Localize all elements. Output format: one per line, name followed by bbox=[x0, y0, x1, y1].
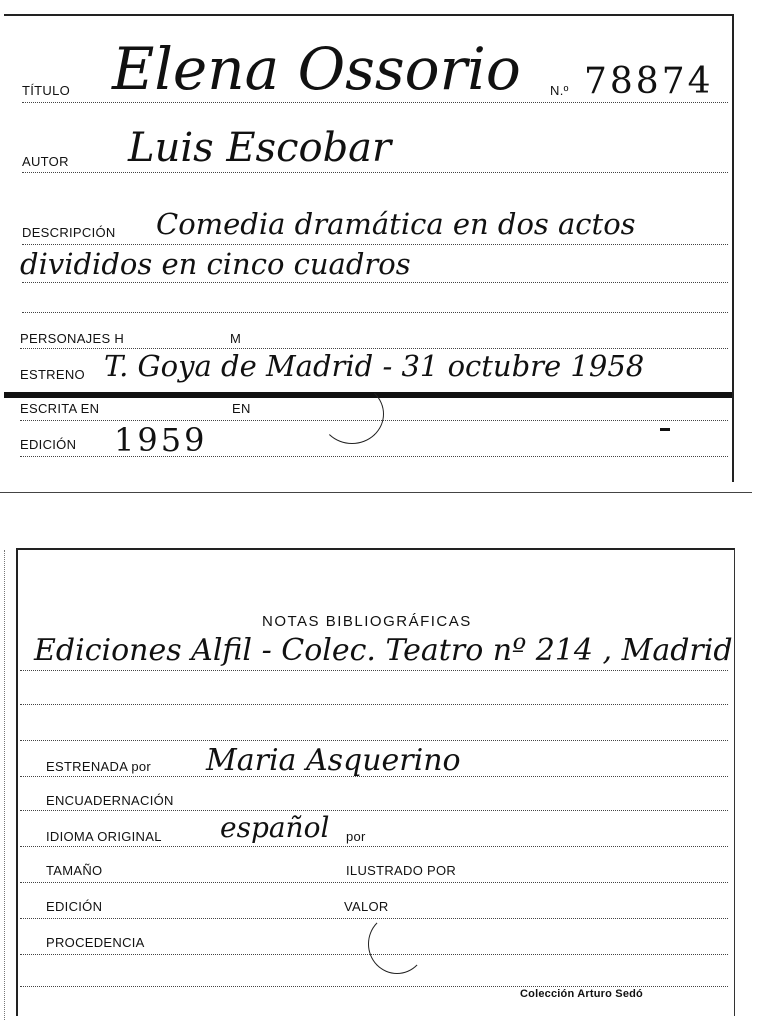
descripcion-line2-rule bbox=[22, 282, 728, 283]
estreno-label: ESTRENO bbox=[20, 367, 85, 382]
bottom-line bbox=[20, 986, 728, 987]
punch-hole-mark-2 bbox=[368, 914, 426, 974]
descripcion-label: DESCRIPCIÓN bbox=[22, 225, 116, 240]
numero-value: 78874 bbox=[584, 61, 714, 102]
estreno-value: T. Goya de Madrid - 31 octubre 1958 bbox=[104, 349, 645, 383]
personajes-label: PERSONAJES H bbox=[20, 331, 125, 346]
ilustrado-label: ILUSTRADO POR bbox=[346, 863, 457, 878]
notas-line1: Ediciones Alfil - Colec. Teatro nº 214 , Madrid bbox=[34, 633, 733, 668]
autor-line bbox=[22, 172, 728, 173]
escrita-label: ESCRITA EN bbox=[20, 401, 100, 416]
titulo-label: TÍTULO bbox=[22, 83, 71, 98]
procedencia-label: PROCEDENCIA bbox=[46, 935, 145, 950]
idioma-label: IDIOMA ORIGINAL bbox=[46, 829, 162, 844]
estrenada-label: ESTRENADA por bbox=[46, 759, 152, 774]
personajes-m-label: M bbox=[230, 331, 242, 346]
blank-line bbox=[22, 312, 728, 313]
idioma-line bbox=[20, 846, 728, 847]
titulo-value: Elena Ossorio bbox=[112, 35, 521, 103]
notas-rule1 bbox=[20, 670, 728, 671]
punch-hole-mark bbox=[320, 384, 384, 444]
encuadernacion-line bbox=[20, 810, 728, 811]
ink-mark bbox=[660, 428, 670, 431]
valor-label: VALOR bbox=[344, 899, 389, 914]
tamano-label: TAMAÑO bbox=[46, 863, 103, 878]
tamano-line bbox=[20, 882, 728, 883]
edicion-line bbox=[20, 456, 728, 457]
idioma-por-label: por bbox=[346, 829, 366, 844]
edicion2-label: EDICIÓN bbox=[46, 899, 103, 914]
descripcion-line1-rule bbox=[22, 244, 728, 245]
collection-footer: Colección Arturo Sedó bbox=[520, 988, 643, 1000]
estrenada-line bbox=[20, 776, 728, 777]
edicion-value: 1959 bbox=[114, 421, 208, 459]
edicion-label: EDICIÓN bbox=[20, 437, 77, 452]
card-separator bbox=[0, 492, 752, 493]
descripcion-line1: Comedia dramática en dos actos bbox=[156, 207, 636, 241]
descripcion-line2: divididos en cinco cuadros bbox=[20, 247, 411, 281]
idioma-value: español bbox=[220, 811, 330, 844]
encuadernacion-label: ENCUADERNACIÓN bbox=[46, 793, 174, 808]
notas-rule2 bbox=[20, 704, 728, 705]
card-edge bbox=[4, 550, 5, 1020]
autor-value: Luis Escobar bbox=[128, 125, 392, 171]
edicion2-line bbox=[20, 918, 728, 919]
titulo-line bbox=[22, 102, 728, 103]
estrenada-value: Maria Asquerino bbox=[206, 743, 461, 778]
notas-heading: NOTAS BIBLIOGRÁFICAS bbox=[262, 613, 472, 630]
escrita-en-label: EN bbox=[232, 401, 251, 416]
numero-label: N.º bbox=[550, 83, 569, 98]
autor-label: AUTOR bbox=[22, 154, 69, 169]
notas-rule3 bbox=[20, 740, 728, 741]
